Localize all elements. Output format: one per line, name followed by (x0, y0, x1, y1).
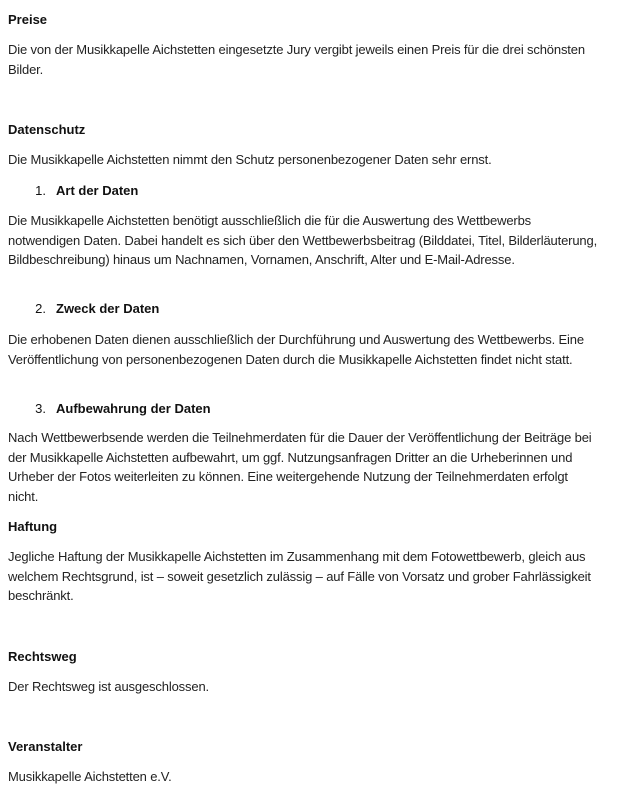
list-title: Zweck der Daten (56, 301, 160, 316)
section-veranstalter (8, 737, 601, 757)
list-item-heading (8, 399, 211, 419)
section-body: Die von der Musikkapelle Aichstetten eingesetzte Jury vergibt jeweils einen Preis für die drei schönsten Bilder. (8, 42, 585, 77)
list-number: 1. (35, 183, 46, 198)
section-preise (8, 10, 601, 30)
section-body: Die Musikkapelle Aichstetten nimmt den Schutz personenbezogener Daten sehr ernst. (8, 152, 492, 167)
list-item-body-block (8, 330, 601, 369)
section-heading: Veranstalter (8, 739, 83, 754)
list-item-heading (8, 299, 159, 319)
list-title: Aufbewahrung der Daten (56, 401, 211, 416)
list-number: 2. (35, 301, 46, 316)
section-rechtsweg (8, 647, 601, 667)
list-number: 3. (35, 401, 46, 416)
section-heading: Datenschutz (8, 122, 86, 137)
section-preise-body-block (8, 40, 601, 79)
list-item-body: Nach Wettbewerbsende werden die Teilnehmerdaten für die Dauer der Veröffentlichung der Beiträge bei der Musikkapelle Aichstetten aufbewahrt, um ggf. Nutzungsanfragen Dritter an die Urheberinnen und Urheber der Fotos weiterleiten zu können. Eine weitergehende Nutzung der Teilnehmerdaten erfolgt nicht. (8, 430, 592, 504)
list-item-body-block (8, 428, 601, 506)
section-body: Jegliche Haftung der Musikkapelle Aichstetten im Zusammenhang mit dem Fotowettbewerb, gleich aus welchem Rechtsgrund, ist – soweit gesetzlich zulässig – auf Fälle von Vorsatz und grober Fahrlässigkeit beschränkt. (8, 549, 591, 603)
section-heading: Rechtsweg (8, 649, 77, 664)
section-haftung-body-block (8, 547, 601, 606)
section-heading: Haftung (8, 519, 58, 534)
list-item-body-block (8, 211, 601, 270)
list-item-heading (8, 181, 138, 201)
section-rechtsweg-body-block (8, 677, 601, 697)
section-datenschutz (8, 120, 601, 140)
section-veranstalter-body-block (8, 767, 601, 787)
section-heading: Preise (8, 12, 48, 27)
list-item-body: Die erhobenen Daten dienen ausschließlich der Durchführung und Auswertung des Wettbewerbs. Eine Veröffentlichung von personenbezogenen Daten durch die Musikkapelle Aichstetten findet nicht statt. (8, 332, 584, 367)
section-haftung (8, 517, 601, 537)
section-datenschutz-intro-block (8, 150, 601, 170)
list-title: Art der Daten (56, 183, 139, 198)
section-body: Musikkapelle Aichstetten e.V. (8, 769, 172, 784)
section-body: Der Rechtsweg ist ausgeschlossen. (8, 679, 209, 694)
list-item-body: Die Musikkapelle Aichstetten benötigt ausschließlich die für die Auswertung des Wettbewerbs notwendigen Daten. Dabei handelt es sich über den Wettbewerbsbeitrag (Bilddatei, Titel, Bilderläuterung, Bildbeschreibung) hinaus um Nachnamen, Vornamen, Anschrift, Alter und E-Mail-Adresse. (8, 213, 598, 267)
